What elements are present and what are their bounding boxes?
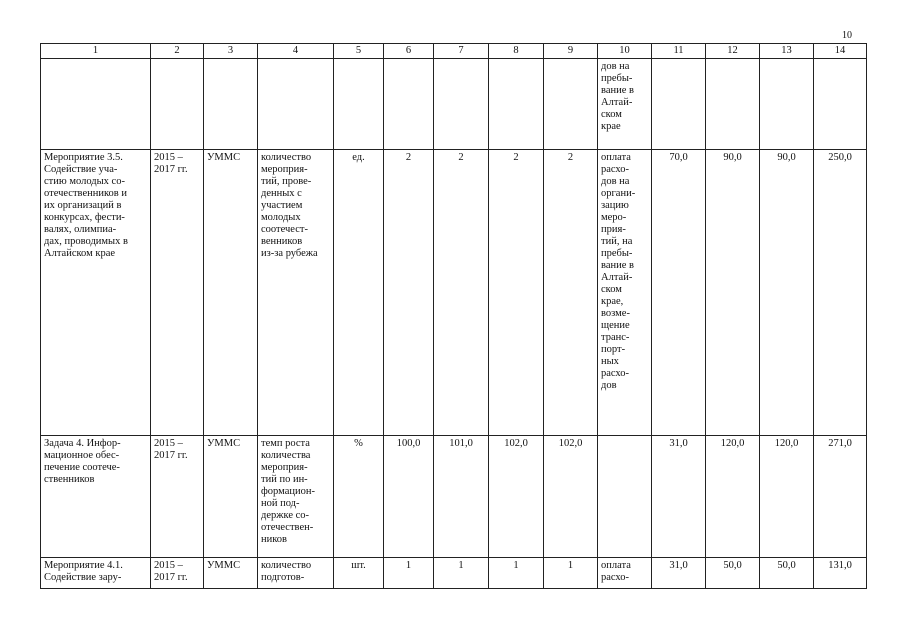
cell-expense-direction: оплата расхо- дов на органи- зацию меро- прия- тий, на пребы- вание в Алтай- ском крае, возме- щение транс- порт- ных расхо- дов — [598, 150, 652, 436]
page-number: 10 — [842, 30, 852, 41]
cell-activity: Задача 4. Инфор- мационное обес- печение соотече- ственников — [41, 436, 151, 558]
cell-total: 250,0 — [814, 150, 867, 436]
cell-value: 100,0 — [384, 436, 434, 558]
cell-expense-direction: оплата расхо- — [598, 558, 652, 589]
cell-amount — [652, 59, 706, 150]
cell-executor: УММС — [204, 436, 258, 558]
cell-amount: 50,0 — [760, 558, 814, 589]
cell-amount: 50,0 — [706, 558, 760, 589]
column-header: 14 — [814, 44, 867, 59]
table-row — [41, 436, 867, 558]
cell-activity — [41, 59, 151, 150]
column-header: 4 — [258, 44, 334, 59]
cell-amount: 90,0 — [706, 150, 760, 436]
cell-amount: 120,0 — [760, 436, 814, 558]
cell-value — [384, 59, 434, 150]
cell-value: 2 — [489, 150, 544, 436]
cell-amount: 70,0 — [652, 150, 706, 436]
column-header: 13 — [760, 44, 814, 59]
cell-unit — [334, 59, 384, 150]
column-header: 3 — [204, 44, 258, 59]
column-header: 11 — [652, 44, 706, 59]
cell-unit: ед. — [334, 150, 384, 436]
header-row — [41, 44, 867, 59]
table-row — [41, 150, 867, 436]
cell-period: 2015 – 2017 гг. — [151, 150, 204, 436]
table-row — [41, 59, 867, 150]
cell-indicator: количество мероприя- тий, прове- денных с участием молодых соотечест- венников из-за рубежа — [258, 150, 334, 436]
column-header: 12 — [706, 44, 760, 59]
cell-indicator: темп роста количества мероприя- тий по ин- формацион- ной под- держке со- отечествен- ников — [258, 436, 334, 558]
cell-expense-direction — [598, 436, 652, 558]
cell-amount: 120,0 — [706, 436, 760, 558]
cell-period — [151, 59, 204, 150]
cell-value: 102,0 — [489, 436, 544, 558]
cell-value: 102,0 — [544, 436, 598, 558]
table-row — [41, 558, 867, 589]
cell-value: 2 — [384, 150, 434, 436]
program-table — [40, 43, 867, 589]
cell-amount — [760, 59, 814, 150]
cell-value: 101,0 — [434, 436, 489, 558]
cell-indicator — [258, 59, 334, 150]
column-header: 9 — [544, 44, 598, 59]
cell-executor: УММС — [204, 150, 258, 436]
cell-amount — [706, 59, 760, 150]
cell-amount: 31,0 — [652, 558, 706, 589]
cell-value: 2 — [544, 150, 598, 436]
column-header: 5 — [334, 44, 384, 59]
cell-executor — [204, 59, 258, 150]
cell-unit: % — [334, 436, 384, 558]
cell-amount: 31,0 — [652, 436, 706, 558]
column-header: 7 — [434, 44, 489, 59]
cell-value — [489, 59, 544, 150]
cell-value: 1 — [434, 558, 489, 589]
column-header: 10 — [598, 44, 652, 59]
cell-executor: УММС — [204, 558, 258, 589]
cell-value: 1 — [384, 558, 434, 589]
cell-value: 2 — [434, 150, 489, 436]
cell-activity: Мероприятие 3.5. Содействие уча- стию молодых со- отечественников и их организаций в конкурсах, фести- валях, олимпиа- дах, проводимых в Алтайском крае — [41, 150, 151, 436]
cell-total: 131,0 — [814, 558, 867, 589]
cell-period: 2015 – 2017 гг. — [151, 436, 204, 558]
cell-value: 1 — [544, 558, 598, 589]
cell-unit: шт. — [334, 558, 384, 589]
column-header: 1 — [41, 44, 151, 59]
cell-amount: 90,0 — [760, 150, 814, 436]
cell-value — [544, 59, 598, 150]
cell-indicator: количество подготов- — [258, 558, 334, 589]
cell-expense-direction: дов на пребы- вание в Алтай- ском крае — [598, 59, 652, 150]
column-header: 2 — [151, 44, 204, 59]
cell-total — [814, 59, 867, 150]
cell-value — [434, 59, 489, 150]
column-header: 8 — [489, 44, 544, 59]
cell-total: 271,0 — [814, 436, 867, 558]
column-header: 6 — [384, 44, 434, 59]
cell-period: 2015 – 2017 гг. — [151, 558, 204, 589]
cell-value: 1 — [489, 558, 544, 589]
cell-activity: Мероприятие 4.1. Содействие зару- — [41, 558, 151, 589]
